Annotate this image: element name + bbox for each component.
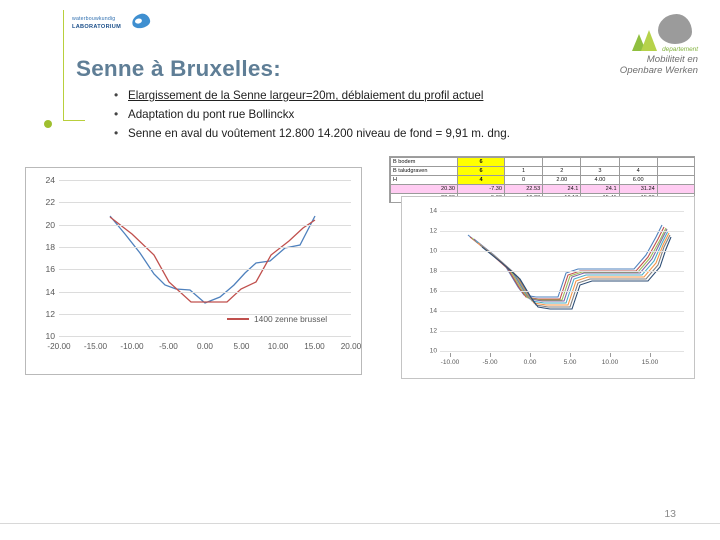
- x-tick-label: 10.00: [267, 342, 289, 351]
- logo-department-mobiliteit: [582, 14, 698, 80]
- cell: 0: [505, 176, 543, 185]
- y-tick-label: 14: [45, 286, 55, 297]
- bullet-text-2: Adaptation du pont rue Bollinckx: [128, 108, 295, 121]
- cell: 20.30: [391, 185, 458, 194]
- chart-legend-left: [227, 314, 327, 324]
- y-tick-label: 10: [429, 247, 437, 255]
- x-tick-label: -15.00: [83, 342, 108, 351]
- x-tick-label: 15.00: [304, 342, 325, 351]
- table-row: [391, 185, 696, 194]
- cell: [505, 158, 543, 167]
- x-tick-label: 20.00: [340, 342, 362, 351]
- y-tick-label: 14: [429, 307, 437, 315]
- cell: [581, 158, 619, 167]
- x-tick-label: -20.00: [47, 342, 71, 351]
- cell: [657, 176, 695, 185]
- x-tick-label: 0.00: [523, 359, 537, 366]
- y-tick-label: 18: [429, 267, 437, 275]
- y-tick-label: 12: [45, 308, 55, 319]
- cell: 3: [581, 167, 619, 176]
- x-tick-label: 0.00: [197, 342, 213, 351]
- cell[interactable]: 6: [458, 167, 505, 176]
- y-tick-label: 14: [429, 207, 437, 215]
- cell: [619, 158, 657, 167]
- x-tick-label: -10.00: [120, 342, 144, 351]
- x-tick-label: 5.00: [233, 342, 250, 351]
- bullet-list: [114, 88, 584, 145]
- cell: [657, 167, 695, 176]
- logo-dept-line1: Mobiliteit en: [646, 54, 698, 65]
- y-tick-label: 12: [429, 227, 437, 235]
- legend-swatch-icon: [227, 318, 249, 320]
- bullet-text-3: Senne en aval du voûtement 12.800 14.200 niveau de fond = 9,91 m. dng.: [128, 127, 510, 140]
- y-tick-label: 10: [45, 331, 55, 342]
- cell: [657, 185, 695, 194]
- y-tick-label: 22: [45, 197, 55, 208]
- list-item: [114, 107, 584, 122]
- x-tick-label: 5.00: [563, 359, 577, 366]
- cell[interactable]: 4: [458, 176, 505, 185]
- x-tick-label: 10.00: [601, 359, 619, 366]
- table-row: [391, 176, 696, 185]
- page-title: Senne à Bruxelles:: [76, 56, 281, 81]
- cell: 2: [543, 167, 581, 176]
- cell: B bodem: [391, 158, 458, 167]
- plot-area-right: [429, 207, 684, 366]
- bullet-text-1: Elargissement de la Senne largeur=20m, déblaiement du profil actuel: [128, 89, 484, 102]
- y-tick-label: 10: [429, 347, 437, 355]
- template-accent-dot: [44, 120, 52, 128]
- cell: 24.1: [543, 185, 581, 194]
- logo-waterbouwkundig-laboratorium: [72, 14, 152, 38]
- wave-icon: [131, 12, 152, 29]
- logo-dept-word: departement: [662, 46, 698, 53]
- cell: 2.00: [543, 176, 581, 185]
- cell: B taludgraven: [391, 167, 458, 176]
- y-tick-label: 20: [45, 219, 55, 230]
- x-tick-label: -5.00: [482, 359, 498, 366]
- y-tick-label: 16: [429, 287, 437, 295]
- cell: 6.00: [619, 176, 657, 185]
- cell: [543, 158, 581, 167]
- right-panel: [389, 156, 695, 379]
- chart-left-profile: [25, 167, 362, 375]
- cell[interactable]: 6: [458, 158, 505, 167]
- cell: 24.1: [581, 185, 619, 194]
- cell: 4.00: [581, 176, 619, 185]
- table-row: [391, 167, 696, 176]
- template-bottom-rule: [0, 523, 720, 524]
- blob-shape-icon: [658, 14, 692, 44]
- x-tick-label: -10.00: [440, 359, 460, 366]
- y-tick-label: 24: [45, 175, 55, 185]
- legend-label: 1400 zenne brussel: [254, 314, 328, 324]
- logo-lab-line1: waterbouwkundig: [72, 16, 116, 22]
- cell: 22.53: [505, 185, 543, 194]
- template-left-rule-horizontal: [63, 120, 85, 121]
- cell: [657, 158, 695, 167]
- template-left-rule: [63, 10, 64, 120]
- cell: 1: [505, 167, 543, 176]
- y-tick-label: 18: [45, 241, 55, 252]
- table-row: [391, 158, 696, 167]
- cell: 4: [619, 167, 657, 176]
- cell: -7.30: [458, 185, 505, 194]
- page-number: 13: [664, 508, 676, 520]
- cell: 31.24: [619, 185, 657, 194]
- y-tick-label: 16: [45, 264, 55, 275]
- cell: H: [391, 176, 458, 185]
- x-tick-label: 15.00: [641, 359, 659, 366]
- logo-dept-line2: Openbare Werken: [619, 65, 698, 76]
- list-item: [114, 126, 584, 141]
- list-item: [114, 88, 584, 103]
- y-tick-label: 12: [429, 327, 437, 335]
- x-tick-label: -5.00: [159, 342, 178, 351]
- logo-lab-line2: LABORATORIUM: [72, 24, 122, 30]
- plot-area-left: [45, 175, 362, 358]
- chart-right-profiles: [401, 196, 695, 379]
